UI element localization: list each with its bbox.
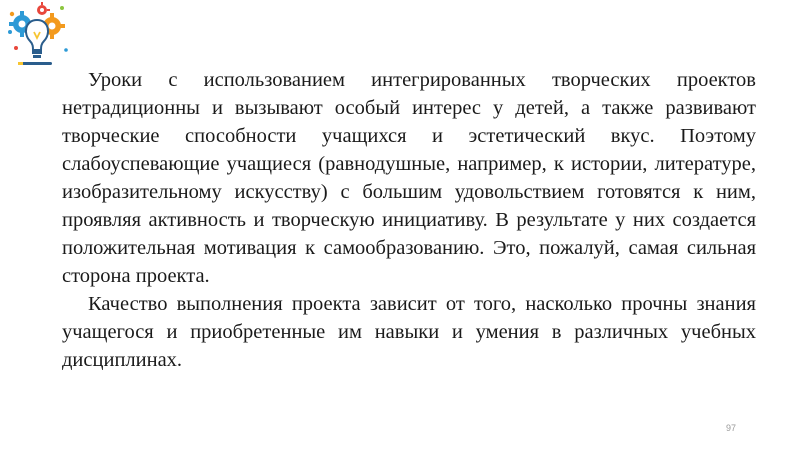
paragraph-2: Качество выполнения проекта зависит от того, насколько прочны знания учащегося и приобретенные им навыки и умения в различных учебных дисциплинах. bbox=[62, 293, 756, 371]
paragraph-1: Уроки с использованием интегрированных творческих проектов нетрадиционны и вызывают особый интерес у детей, а также развивают творческие способности учащихся и эстетический вкус. Поэтому слабоуспевающие учащиеся (равнодушные, например, к истории, литературе, изобразительному искусству) с большим удовольствием готовятся к ним, проявляя активность и творческую инициативу. В результате у них создается положительная мотивация к самообразованию. Это, пожалуй, самая сильная сторона проекта. bbox=[62, 69, 756, 287]
body-text bbox=[62, 66, 756, 374]
lightbulb-gears-icon bbox=[6, 2, 70, 72]
page-number: 97 bbox=[726, 423, 737, 433]
